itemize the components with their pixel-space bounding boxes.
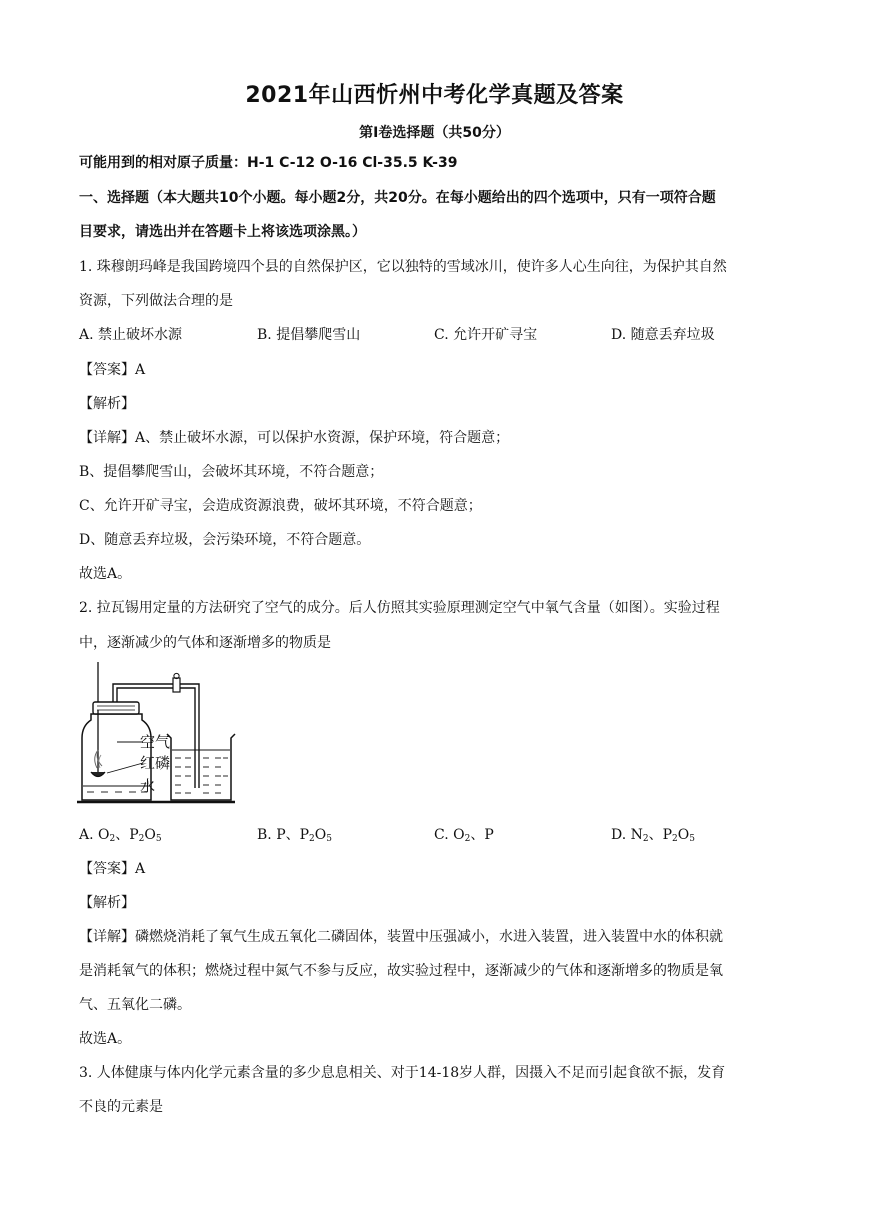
q1-detail-line-3: C、允许开矿寻宝，会造成资源浪费，破坏其环境，不符合题意；: [79, 498, 482, 514]
q2-analysis-label: 【解析】: [79, 895, 135, 911]
section-subtitle: 第I卷选择题（共50分）: [359, 125, 510, 141]
label-air: 空气: [140, 733, 171, 751]
experiment-apparatus-figure: [77, 662, 237, 810]
q1-stem-line-1: 1. 珠穆朗玛峰是我国跨境四个县的自然保护区，它以独特的雪域冰川，使许多人心生向往，为保护其自然: [79, 259, 727, 275]
q2-option-d: D. $N_2$、$P_2O_5$: [611, 827, 695, 844]
q2-detail-line-2: 是消耗氧气的体积；燃烧过程中氮气不参与反应，故实验过程中，逐渐减少的气体和逐渐增多的物质是氧: [79, 963, 723, 979]
q2-option-b: B. P、$P_2O_5$: [257, 827, 332, 844]
q1-option-b: B. 提倡攀爬雪山: [257, 327, 361, 343]
q1-option-c: C. 允许开矿寻宝: [434, 327, 538, 343]
q1-conclusion: 故选A。: [79, 566, 132, 582]
q2-option-c: C. $O_2$、P: [434, 827, 494, 844]
q2-stem-line-2: 中，逐渐减少的气体和逐渐增多的物质是: [79, 635, 331, 651]
q2-option-a: A. $O_2$、$P_2O_5$: [79, 827, 162, 844]
q2-stem-line-1: 2. 拉瓦锡用定量的方法研究了空气的成分。后人仿照其实验原理测定空气中氧气含量（如图）。实验过程: [79, 600, 720, 616]
q2-answer: 【答案】A: [79, 861, 146, 877]
q1-stem-line-2: 资源，下列做法合理的是: [79, 293, 233, 309]
label-red-phosphorus: 红磷: [140, 754, 171, 772]
q3-stem-line-2: 不良的元素是: [79, 1099, 163, 1115]
q1-detail-line-1: 【详解】A、禁止破坏水源，可以保护水资源，保护环境，符合题意；: [79, 430, 510, 446]
q2-detail-line-1: 【详解】磷燃烧消耗了氧气生成五氧化二磷固体，装置中压强减小，水进入装置，进入装置中水的体积就: [79, 929, 723, 945]
section-instruction-line-2: 目要求，请选出并在答题卡上将该选项涂黑。）: [79, 224, 366, 240]
q1-option-a: A. 禁止破坏水源: [79, 327, 183, 343]
section-instruction-line-1: 一、选择题（本大题共10个小题。每小题2分，共20分。在每小题给出的四个选项中，只有一项符合题: [79, 190, 716, 206]
q2-detail-line-3: 气、五氧化二磷。: [79, 997, 191, 1013]
q3-stem-line-1: 3. 人体健康与体内化学元素含量的多少息息相关、对于14-18岁人群，因摄入不足而引起食欲不振，发育: [79, 1065, 726, 1081]
q1-detail-line-2: B、提倡攀爬雪山，会破坏其环境，不符合题意；: [79, 464, 384, 480]
atomic-mass-line: 可能用到的相对原子质量：H-1 C-12 O-16 Cl-35.5 K-39: [79, 155, 458, 171]
q1-detail-line-4: D、随意丢弃垃圾，会污染环境，不符合题意。: [79, 532, 371, 548]
q1-answer: 【答案】A: [79, 362, 146, 378]
q2-conclusion: 故选A。: [79, 1031, 132, 1047]
label-water: 水: [140, 777, 156, 795]
page-title: 2021年山西忻州中考化学真题及答案: [245, 83, 624, 108]
q1-option-d: D. 随意丢弃垃圾: [611, 327, 715, 343]
q1-analysis-label: 【解析】: [79, 396, 135, 412]
